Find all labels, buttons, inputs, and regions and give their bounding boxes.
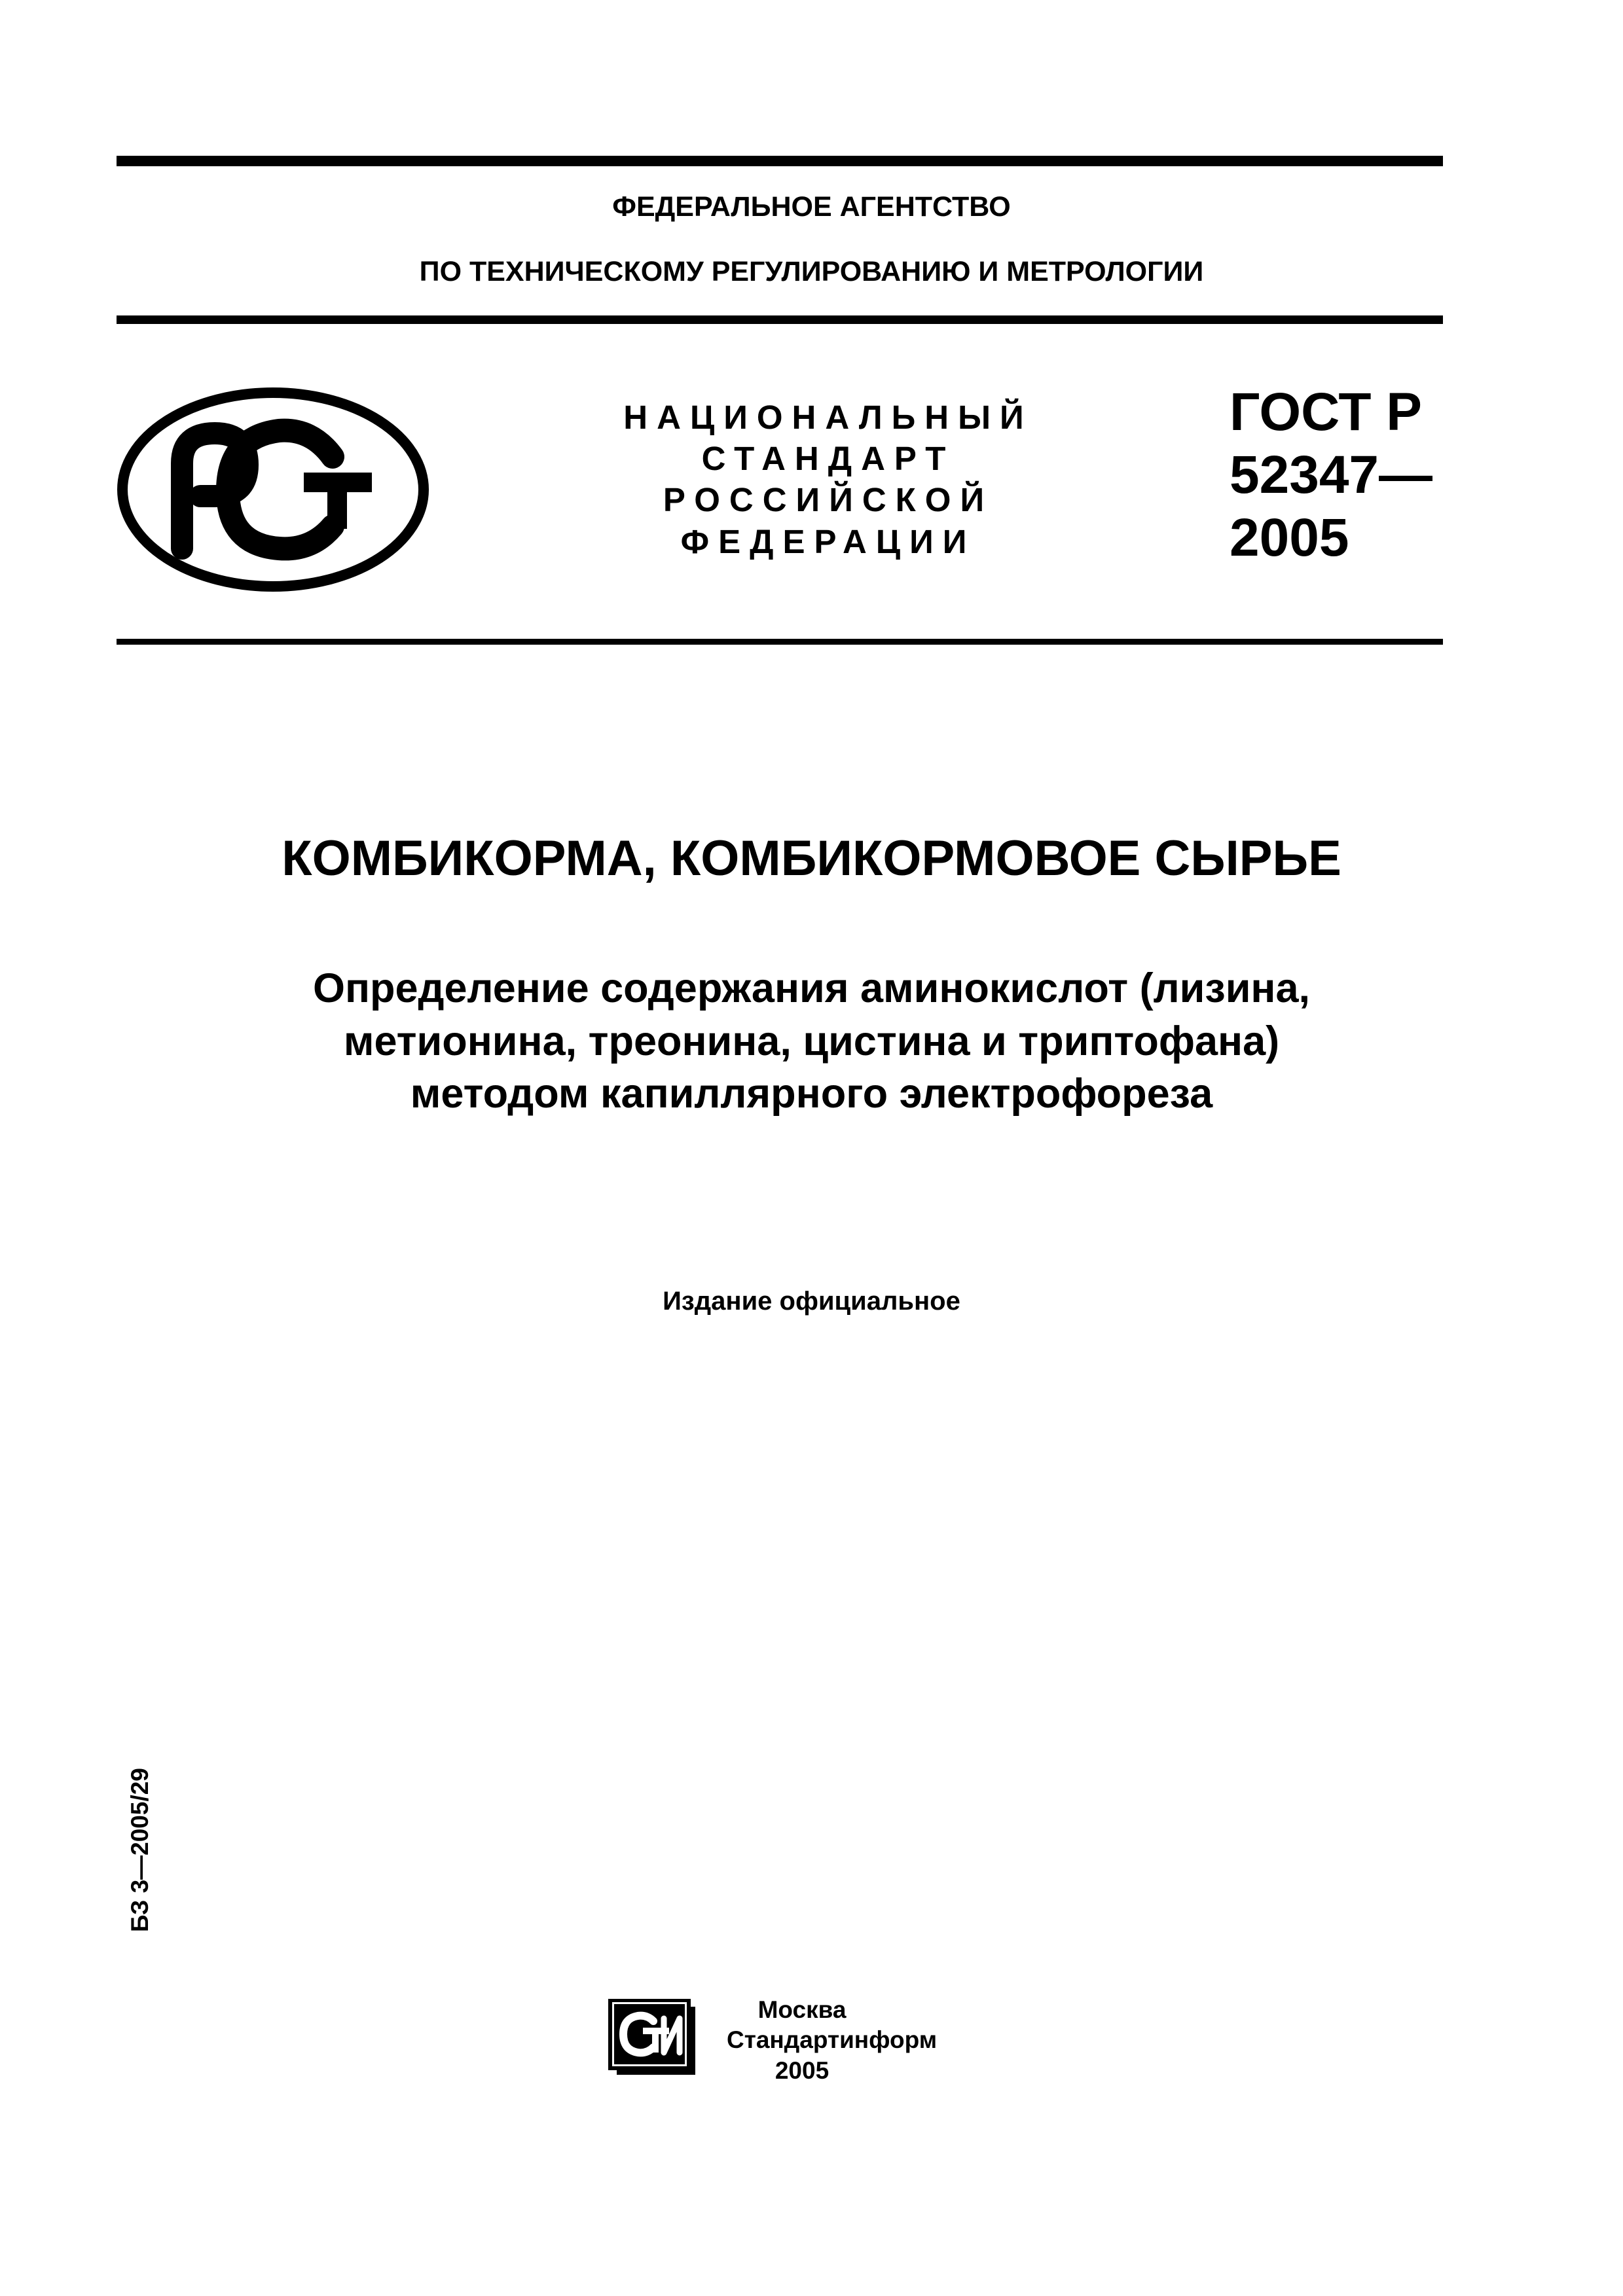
publisher-city: Москва (757, 1996, 847, 2023)
agency-line-1: ФЕДЕРАЛЬНОЕ АГЕНТСТВО (612, 191, 1011, 223)
agency-line-2: ПО ТЕХНИЧЕСКОМУ РЕГУЛИРОВАНИЮ И МЕТРОЛОГИИ (419, 256, 1204, 287)
side-code: БЗ 3—2005/29 (126, 1768, 153, 1932)
subtitle-line: Определение содержания аминокислот (лизина, (312, 965, 1311, 1011)
gost-r-logo-icon (117, 386, 429, 593)
top-thick-rule (117, 156, 1443, 166)
designation-line: ГОСТ Р (1230, 382, 1422, 442)
standard-designation (1230, 381, 1465, 569)
national-standard-line: РОССИЙСКОЙ (663, 481, 994, 519)
publisher-name: Стандартинформ (727, 2026, 938, 2054)
national-standard-line: ФЕДЕРАЦИИ (680, 522, 976, 560)
standartinform-logo-icon (608, 1999, 703, 2079)
national-standard-label (589, 397, 1067, 562)
publisher-block (727, 1995, 938, 2086)
document-subtitle (0, 962, 1623, 1121)
national-standard-line: СТАНДАРТ (701, 440, 955, 478)
header-bottom-rule (117, 315, 1443, 324)
subtitle-line: метионина, треонина, цистина и триптофана) (343, 1018, 1280, 1064)
subtitle-line: методом капиллярного электрофореза (410, 1071, 1213, 1117)
national-standard-line: НАЦИОНАЛЬНЫЙ (623, 399, 1033, 436)
designation-line: 52347— (1230, 444, 1433, 505)
designation-line: 2005 (1230, 507, 1349, 567)
edition-label: Издание официальное (663, 1287, 960, 1316)
publisher-year: 2005 (775, 2056, 830, 2084)
standard-block-bottom-rule (117, 639, 1443, 645)
document-title: КОМБИКОРМА, КОМБИКОРМОВОЕ СЫРЬЕ (282, 831, 1341, 886)
